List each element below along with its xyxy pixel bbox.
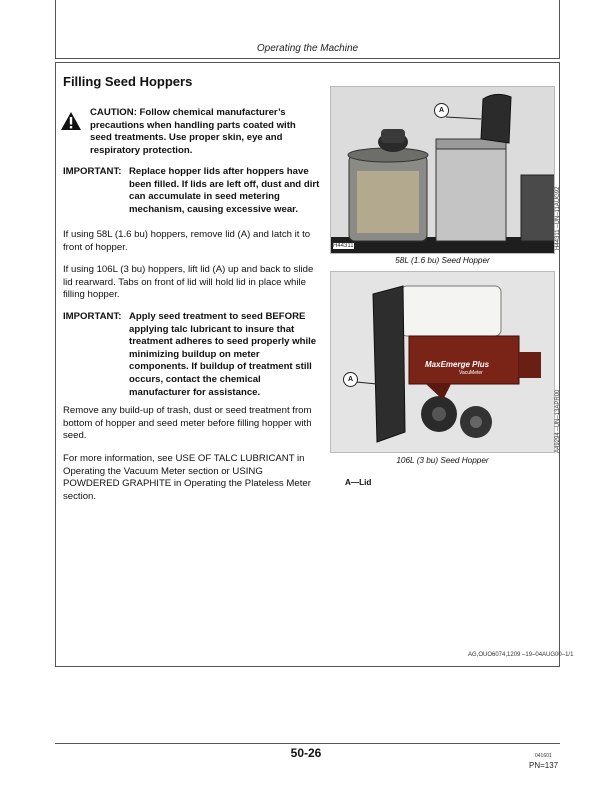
photo-106l-hopper xyxy=(330,271,555,453)
figure-legend: A—Lid xyxy=(345,478,372,487)
important-text: Replace hopper lids after hoppers have been filled. If lids are left off, dust and dirt can accumulate in seed metering mechanism, causing excessive wear. xyxy=(129,166,320,215)
running-head: Operating the Machine xyxy=(256,43,359,54)
photo-58l-hopper xyxy=(330,86,555,254)
reference-code: AG,OUO6074,1209 –19–04AUG00–1/1 xyxy=(468,652,574,658)
important-text: Apply seed treatment to seed BEFORE applying talc lubricant to insure that treatment adheres to seed properly while minimizing buildup on meter components. If buildup of treatment still occurs, contact the chemical manufacturer for assistance. xyxy=(129,311,317,398)
important-note-2 xyxy=(63,311,321,399)
header-rule xyxy=(55,58,560,59)
figure-code: A49294 –UN–13APR00 xyxy=(555,389,561,453)
photo-number: H44311 xyxy=(333,243,354,249)
figure-caption: 106L (3 bu) Seed Hopper xyxy=(396,456,489,465)
brand-sub-label: VacuMeter xyxy=(459,370,483,376)
brand-label: MaxEmerge Plus xyxy=(425,360,490,369)
callout-a: A xyxy=(434,103,449,118)
footer-rule xyxy=(55,743,560,744)
important-label: IMPORTANT: xyxy=(63,166,122,177)
warning-triangle-icon xyxy=(60,111,82,131)
figure-caption: 58L (1.6 bu) Seed Hopper xyxy=(395,256,490,265)
callout-a: A xyxy=(343,372,358,387)
paragraph-more-info: For more information, see USE OF TALC LUBRICANT in Operating the Vacuum Meter section or USING POWDERED GRAPHITE in Operating the Plateless Meter section. xyxy=(63,453,311,502)
paragraph-buildup: Remove any build-up of trash, dust or seed treatment from bottom of hopper and seed meter before filling hopper with seed. xyxy=(63,405,312,442)
section-title: Filling Seed Hoppers xyxy=(63,74,193,89)
page-number: 50-26 xyxy=(290,746,322,760)
caution-text: CAUTION: Follow chemical manufacturer’s precautions when handling parts coated with seed treatments. Use proper skin, eye and respiratory protection. xyxy=(90,107,296,156)
pn-number: PN=137 xyxy=(529,761,559,770)
figure-code: H44311 –UN–11AUG92 xyxy=(555,186,561,250)
paragraph-58l: If using 58L (1.6 bu) hoppers, remove lid (A) and latch it to front of hopper. xyxy=(63,229,311,253)
important-note-1 xyxy=(63,166,321,216)
important-label: IMPORTANT: xyxy=(63,311,122,322)
paragraph-106l: If using 106L (3 bu) hoppers, lift lid (A) up and back to slide lid rearward. Tabs on front of lid will hold lid in place while filling hopper. xyxy=(63,264,314,301)
date-code: 041601 xyxy=(535,753,552,759)
